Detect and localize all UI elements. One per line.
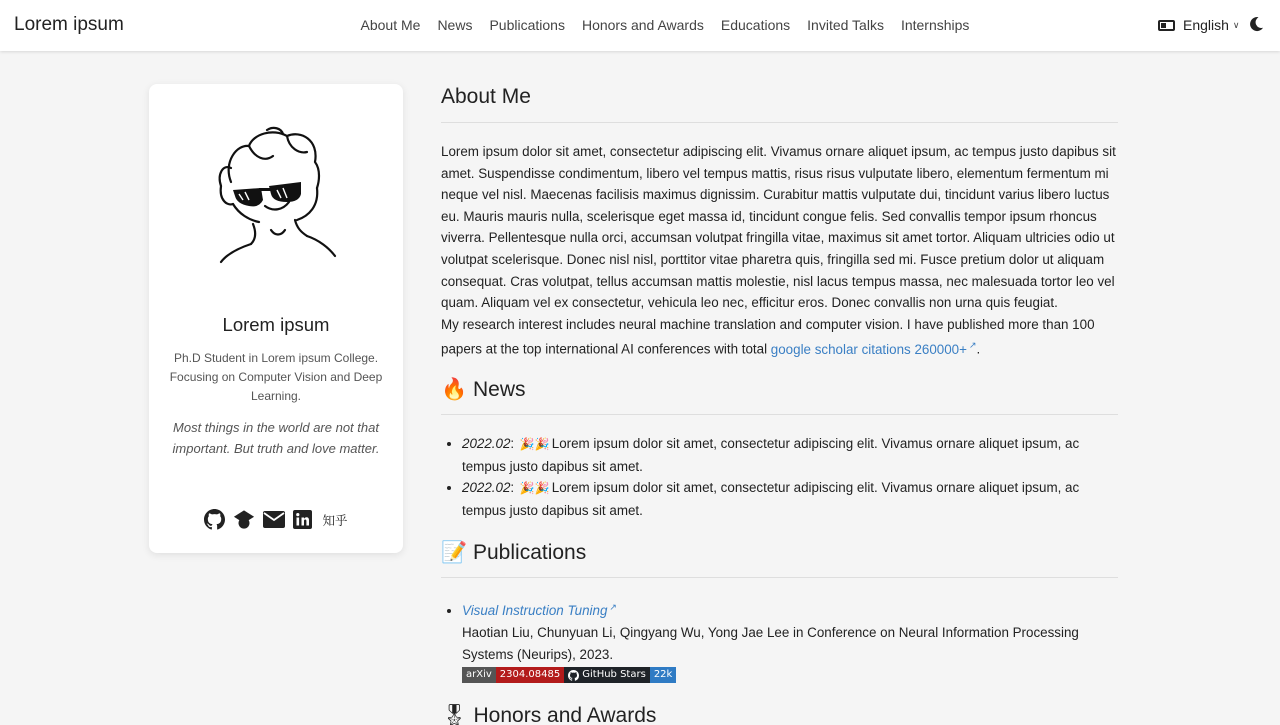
language-label: English xyxy=(1183,17,1229,33)
language-selector[interactable] xyxy=(1158,17,1240,33)
news-heading: 🔥 News xyxy=(441,378,526,401)
github-stars-count[interactable]: 22k xyxy=(650,667,677,683)
publications-list xyxy=(462,597,1118,683)
medal-icon: 🎖 xyxy=(441,704,468,725)
about-paragraph: Lorem ipsum dolor sit amet, consectetur adipiscing elit. Vivamus ornare aliquet ipsum, ac tempus justo dapibus sit amet. Suspendisse condimentum, libero vel tempus mattis, risus risus vulputate libero, elementum fermentum mi neque vel nisl. Maecenas facilisis maximus dignissim. Curabitur mattis vulputate dui, tincidunt varius libero luctus eu. Mauris mauris nulla, scelerisque eget massa id, tincidunt congue felis. Sed convallis tempor ipsum rhoncus viverra. Pellentesque nulla orci, accumsan volutpat fringilla vitae, maximus sit amet tortor. Aliquam ultricies odio ut volutpat scelerisque. Donec nisl nisl, porttitor vitae pharetra quis, fringilla sed mi. Fusce pretium dolor ut aliquam consequat. Cras volutpat, tellus accumsan mattis molestie, nisl lacus tempus massa, nec malesuada tortor leo vel quam. Aliquam vel ex consectetur, vehicula leo nec, efficitur eros. Donec convallis non urna quis feugiat. My research interest includes neural machine translation and computer vision. I have published more than 100 papers at the top international AI conferences with total google scholar citations 260000+ ↗. xyxy=(441,144,1116,357)
google-scholar-link[interactable] xyxy=(233,509,255,530)
profile-card xyxy=(149,84,403,553)
news-list xyxy=(462,433,1118,521)
nav-link-educations[interactable]: Educations xyxy=(720,17,791,33)
news-item: • 2022.02: 🎉🎉 Lorem ipsum dolor sit amet, consectetur adipiscing elit. Vivamus ornare aliquet ipsum, ac tempus justo dapibus sit amet. xyxy=(462,477,1118,521)
arxiv-badge-label[interactable]: arXiv xyxy=(462,667,496,683)
social-links xyxy=(149,509,403,530)
profile-description: Ph.D Student in Lorem ipsum College. Focusing on Computer Vision and Deep Learning. xyxy=(169,351,383,403)
nav-link-news[interactable]: News xyxy=(437,17,473,33)
fire-icon: 🔥 xyxy=(441,378,468,401)
external-link-icon: ↗ xyxy=(968,340,977,351)
nav-links xyxy=(352,17,978,33)
divider xyxy=(441,122,1118,123)
memo-icon: 📝 xyxy=(441,541,468,564)
chevron-down-icon: ∨ xyxy=(1232,19,1240,30)
publication-authors: Haotian Liu, Chunyuan Li, Qingyang Wu, Yong Jae Lee in Conference on Neural Information Processing Systems (Neurips), 2023. xyxy=(462,625,1079,662)
citations-link[interactable]: google scholar citations 260000+ ↗ xyxy=(770,340,977,357)
email-icon xyxy=(263,511,285,528)
nav-link-about-me[interactable]: About Me xyxy=(360,17,421,33)
github-icon xyxy=(204,509,225,530)
publication-title-link[interactable]: Visual Instruction Tuning ↗ xyxy=(462,602,617,619)
divider xyxy=(441,414,1118,415)
party-icon: 🎉🎉 xyxy=(519,481,550,496)
moon-icon[interactable] xyxy=(1248,16,1264,32)
profile-quote: Most things in the world are not that important. But truth and love matter. xyxy=(172,420,380,456)
about-text: Lorem ipsum dolor sit amet, consectetur adipiscing elit. Vivamus ornare aliquet ipsum, ac tempus justo dapibus sit amet. Suspendisse condimentum, libero vel tempus mattis, risus risus vulputate libero, elementum fermentum mi neque vel nisl. Maecenas facilisis maximus dignissim. Curabitur mattis vulputate dui, tincidunt varius libero luctus eu. Mauris mauris nulla, scelerisque eget massa id, tincidunt congue felis. Sed convallis tempor ipsum rhoncus viverra. Pellentesque nulla orci, accumsan volutpat fringilla vitae, maximus sit amet tortor. Aliquam ultricies odio ut volutpat scelerisque. Donec nisl nisl, porttitor vitae pharetra quis, fringilla sed mi. Fusce pretium dolor ut aliquam consequat. Cras volutpat, tellus accumsan mattis molestie, nisl lacus tempus massa, nec malesuada tortor leo vel quam. Aliquam vel ex consectetur, vehicula leo nec, efficitur eros. Donec convallis non urna quis feugiat. xyxy=(441,144,1116,311)
nav-link-internships[interactable]: Internships xyxy=(900,17,970,33)
publication-badges xyxy=(462,667,1118,683)
github-stars-badge[interactable]: GitHub Stars xyxy=(564,667,650,683)
profile-name: Lorem ipsum xyxy=(222,314,330,335)
navbar xyxy=(0,0,1280,51)
github-link[interactable] xyxy=(204,509,225,530)
party-icon: 🎉🎉 xyxy=(519,437,550,451)
email-link[interactable] xyxy=(263,511,285,528)
avatar xyxy=(209,122,345,270)
translate-icon xyxy=(1158,20,1175,31)
publications-heading: 📝 Publications xyxy=(441,541,587,564)
site-brand[interactable]: Lorem ipsum xyxy=(14,14,124,35)
external-link-icon: ↗ xyxy=(609,602,617,612)
nav-link-publications[interactable]: Publications xyxy=(489,17,565,33)
research-text: My research interest includes neural machine translation and computer vision. I have published more than 100 papers at the top international AI conferences with total xyxy=(441,316,1095,357)
scholar-icon xyxy=(233,509,255,530)
linkedin-icon xyxy=(293,510,312,529)
honors-heading: 🎖 Honors and Awards xyxy=(441,704,657,725)
nav-link-honors-and-awards[interactable]: Honors and Awards xyxy=(581,17,704,33)
about-heading: About Me xyxy=(441,85,531,108)
arxiv-badge-id[interactable]: 2304.08485 xyxy=(496,667,564,683)
nav-link-invited-talks[interactable]: Invited Talks xyxy=(807,17,884,33)
news-item: • 2022.02: 🎉🎉 Lorem ipsum dolor sit amet, consectetur adipiscing elit. Vivamus ornare aliquet ipsum, ac tempus justo dapibus sit amet. xyxy=(462,433,1118,477)
linkedin-link[interactable] xyxy=(293,510,312,529)
github-icon xyxy=(568,670,579,681)
zhihu-link[interactable]: 知乎 xyxy=(322,513,348,528)
divider xyxy=(441,577,1118,578)
publication-item xyxy=(462,597,1118,683)
